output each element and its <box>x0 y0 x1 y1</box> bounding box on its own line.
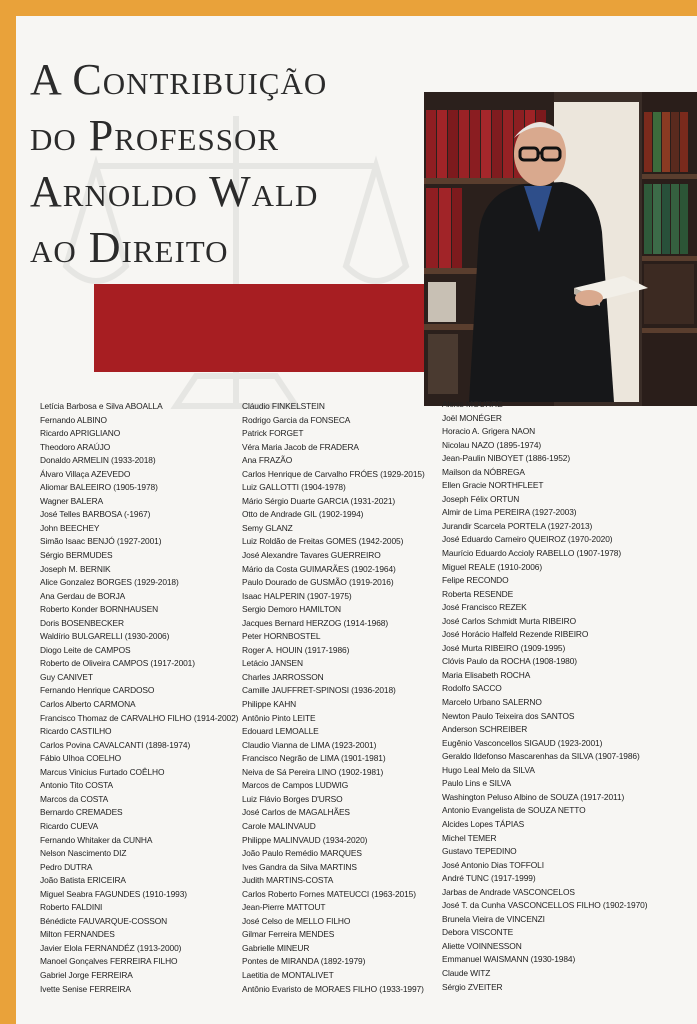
contributor-name: José Francisco REZEK <box>442 602 527 613</box>
contributor-name: Semy GLANZ <box>242 522 293 533</box>
contributor-name: Ivette Senise FERREIRA <box>40 983 131 994</box>
contributor-name: Neiva de Sá Pereira LINO (1902-1981) <box>242 766 384 777</box>
contributor-name: Francisco Thomaz de CARVALHO FILHO (1914-2002) <box>40 712 239 723</box>
contributor-name: Ricardo APRIGLIANO <box>40 428 121 439</box>
contributor-name: Jarbas de Andrade VASCONCELOS <box>442 886 575 897</box>
contributor-name: Fernando Henrique CARDOSO <box>40 685 155 696</box>
contributors-column-1 <box>40 400 250 996</box>
contributors-column-3 <box>442 398 692 994</box>
contributor-name: Felipe RECONDO <box>442 575 509 586</box>
contributor-name: Michel TEMER <box>442 832 497 843</box>
contributor-name: José Murta RIBEIRO (1909-1995) <box>442 642 566 653</box>
contributor-name: Roberto Konder BORNHAUSEN <box>40 604 159 615</box>
contributor-name: Washington Peluso Albino de SOUZA (1917-2011) <box>442 791 625 802</box>
contributor-name: John BEECHEY <box>40 522 100 533</box>
contributor-name: Diogo Leite de CAMPOS <box>40 644 131 655</box>
contributor-name: Paulo Lins e SILVA <box>442 778 512 789</box>
contributor-name: Patrick FORGET <box>242 428 304 439</box>
book-title <box>30 52 327 276</box>
contributor-name: Antônio Evaristo de MORAES FILHO (1933-1997) <box>242 983 424 994</box>
contributor-name: Rodrigo Garcia da FONSECA <box>242 414 351 425</box>
contributor-name: José Eduardo Carneiro QUEIROZ (1970-2020) <box>442 534 613 545</box>
contributor-name: Gabrielle MINEUR <box>242 942 310 953</box>
contributor-name: Waldírio BULGARELLI (1930-2006) <box>40 631 170 642</box>
contributor-name: Horacio A. Grigera NAON <box>442 426 536 437</box>
contributor-name: Gustavo TEPEDINO <box>442 846 517 857</box>
contributor-name: Roberto de Oliveira CAMPOS (1917-2001) <box>40 658 195 669</box>
contributor-name: Brunela Vieira de VINCENZI <box>442 913 545 924</box>
contributor-name: Antonio Evangelista de SOUZA NETTO <box>442 805 586 816</box>
contributor-name: Pontes de MIRANDA (1892-1979) <box>242 956 366 967</box>
contributor-name: Javier Elola FERNANDÉZ (1913-2000) <box>40 942 182 953</box>
contributor-name: Miguel REALE (1910-2006) <box>442 561 543 572</box>
contributor-name: Charles JARROSSON <box>242 671 324 682</box>
contributor-name: Alcides Lopes TÁPIAS <box>442 818 525 829</box>
contributor-name: Carlos Alberto CARMONA <box>40 699 136 710</box>
contributor-name: Paulo Dourado de GUSMÃO (1919-2016) <box>242 577 394 588</box>
contributor-name: Miguel Seabra FAGUNDES (1910-1993) <box>40 888 187 899</box>
contributor-name: Newton Paulo Teixeira dos SANTOS <box>442 710 575 721</box>
contributor-name: José T. da Cunha VASCONCELLOS FILHO (1902-1970) <box>442 900 648 911</box>
title-line-2: do Professor <box>30 111 280 160</box>
contributor-name: Gabriel Jorge FERREIRA <box>40 969 133 980</box>
contributor-name: José Alexandre Tavares GUERREIRO <box>242 550 381 561</box>
contributor-name: Isaac HALPERIN (1907-1975) <box>242 590 352 601</box>
contributor-name: Francisco Negrão de LIMA (1901-1981) <box>242 753 386 764</box>
contributor-name: Roberto FALDINI <box>40 902 103 913</box>
contributor-name: Claude WITZ <box>442 967 491 978</box>
contributor-name: Alexis MOURRE <box>442 399 503 409</box>
contributor-name: Sérgio BERMUDES <box>40 550 113 561</box>
contributor-name: Almir de Lima PEREIRA (1927-2003) <box>442 507 577 518</box>
contributor-name: Aliomar BALEEIRO (1905-1978) <box>40 482 158 493</box>
contributor-name: Edouard LEMOALLE <box>242 726 319 737</box>
contributor-name: Pedro DUTRA <box>40 861 93 872</box>
contributor-name: Jean-Pierre MATTOUT <box>242 902 326 913</box>
contributor-name: Sergio Demoro HAMILTON <box>242 604 341 615</box>
contributor-name: Jacques Bernard HERZOG (1914-1968) <box>242 617 389 628</box>
book-cover <box>16 16 697 1024</box>
title-line-3: Arnoldo Wald <box>30 167 319 216</box>
contributor-name: Mário Sérgio Duarte GARCIA (1931-2021) <box>242 495 396 506</box>
contributor-name: Simão Isaac BENJÓ (1927-2001) <box>40 536 162 547</box>
contributor-name: Álvaro Villaça AZEVEDO <box>40 468 131 479</box>
contributor-name: Maurício Eduardo Accioly RABELLO (1907-1978) <box>442 548 622 559</box>
contributor-name: Luiz Roldão de Freitas GOMES (1942-2005) <box>242 536 404 547</box>
contributor-name: Manoel Gonçalves FERREIRA FILHO <box>40 956 178 967</box>
contributor-name: Clóvis Paulo da ROCHA (1908-1980) <box>442 656 577 667</box>
contributor-name: Camille JAUFFRET-SPINOSI (1936-2018) <box>242 685 396 696</box>
contributor-name: Véra Maria Jacob de FRADERA <box>242 441 359 452</box>
contributor-name: José Celso de MELLO FILHO <box>242 915 351 926</box>
contributor-name: Mailson da NÓBREGA <box>442 466 525 477</box>
contributor-name: Debora VISCONTE <box>442 927 514 938</box>
contributor-name: Marcos de Campos LUDWIG <box>242 780 349 791</box>
contributor-name: Sérgio ZVEITER <box>442 981 503 992</box>
contributor-name: Nelson Nascimento DIZ <box>40 848 127 859</box>
contributor-name: Geraldo Ildefonso Mascarenhas da SILVA (1907-1986) <box>442 751 640 762</box>
contributor-name: Carlos Roberto Fornes MATEUCCI (1963-2015) <box>242 888 416 899</box>
contributor-name: José Antonio Dias TOFFOLI <box>442 859 544 870</box>
contributor-name: Otto de Andrade GIL (1902-1994) <box>242 509 364 520</box>
contributor-name: André TUNC (1917-1999) <box>442 873 536 884</box>
contributor-name: Laetitia de MONTALIVET <box>242 969 334 980</box>
contributor-name: José Carlos de MAGALHÃES <box>242 807 350 818</box>
contributor-name: Fernando ALBINO <box>40 414 107 425</box>
contributor-name: Eugênio Vasconcellos SIGAUD (1923-2001) <box>442 737 603 748</box>
contributor-name: Bernardo CREMADES <box>40 807 123 818</box>
contributor-name: Marcus Vinicius Furtado COÊLHO <box>40 766 165 777</box>
contributor-name: Rodolfo SACCO <box>442 683 502 694</box>
contributor-name: Maria Elisabeth ROCHA <box>442 669 531 680</box>
contributor-name: João Batista ERICEIRA <box>40 875 126 886</box>
contributor-name: Cláudio FINKELSTEIN <box>242 401 325 411</box>
contributor-name: Ana FRAZÃO <box>242 455 293 466</box>
author-portrait-photo <box>424 92 697 406</box>
contributor-name: Jurandir Scarcela PORTELA (1927-2013) <box>442 520 593 531</box>
contributor-name: Roberta RESENDE <box>442 588 514 599</box>
title-line-4: ao Direito <box>30 223 229 272</box>
contributor-name: Wagner BALERA <box>40 495 104 506</box>
contributor-name: Philippe MALINVAUD (1934-2020) <box>242 834 368 845</box>
contributor-name: Antonio Tito COSTA <box>40 780 113 791</box>
contributor-name: Marcelo Urbano SALERNO <box>442 697 542 708</box>
contributor-name: Letácio JANSEN <box>242 658 303 669</box>
contributor-name: Mário da Costa GUIMARÃES (1902-1964) <box>242 563 396 574</box>
contributor-name: Hugo Leal Melo da SILVA <box>442 764 535 775</box>
contributor-name: Luiz Flávio Borges D'URSO <box>242 793 343 804</box>
contributor-name: Ives Gandra da Silva MARTINS <box>242 861 357 872</box>
contributor-name: Claudio Vianna de LIMA (1923-2001) <box>242 739 377 750</box>
contributor-name: Fábio Ulhoa COELHO <box>40 753 122 764</box>
contributor-name: Aliette VOINNESSON <box>442 940 522 951</box>
contributor-name: Theodoro ARAÚJO <box>40 441 111 452</box>
names-list-2 <box>242 400 442 996</box>
contributor-name: José Carlos Schmidt Murta RIBEIRO <box>442 615 576 626</box>
contributor-name: Fernando Whitaker da CUNHA <box>40 834 153 845</box>
contributor-name: Milton FERNANDES <box>40 929 115 940</box>
contributor-name: Bénédicte FAUVARQUE-COSSON <box>40 915 168 926</box>
contributor-name: Carlos Povina CAVALCANTI (1898-1974) <box>40 739 191 750</box>
contributor-name: Antônio Pinto LEITE <box>242 712 316 723</box>
contributor-name: Gilmar Ferreira MENDES <box>242 929 335 940</box>
contributor-name: Carole MALINVAUD <box>242 820 316 831</box>
contributor-name: Ellen Gracie NORTHFLEET <box>442 480 544 491</box>
contributor-name: Letícia Barbosa e Silva ABOALLA <box>40 401 163 411</box>
contributor-name: Peter HORNBOSTEL <box>242 631 321 642</box>
contributors-column-2 <box>242 400 442 996</box>
contributor-name: Nicolau NAZO (1895-1974) <box>442 439 542 450</box>
red-accent-band <box>94 284 427 372</box>
contributor-name: Luiz GALLOTTI (1904-1978) <box>242 482 346 493</box>
contributor-name: Ricardo CASTILHO <box>40 726 112 737</box>
names-list-1 <box>40 400 250 996</box>
names-list-3 <box>442 398 692 994</box>
contributor-name: Joël MONÉGER <box>442 412 502 423</box>
contributor-name: Emmanuel WAISMANN (1930-1984) <box>442 954 576 965</box>
contributor-name: Roger A. HOUIN (1917-1986) <box>242 644 350 655</box>
contributor-name: Philippe KAHN <box>242 699 297 710</box>
contributor-name: Ricardo CUEVA <box>40 820 99 831</box>
contributor-name: Joseph Félix ORTUN <box>442 493 520 504</box>
contributor-name: Anderson SCHREIBER <box>442 724 528 735</box>
title-line-1: A Contribuição <box>30 55 328 104</box>
contributor-name: Marcos da COSTA <box>40 793 109 804</box>
contributor-name: Doris BOSENBECKER <box>40 617 124 628</box>
contributor-name: Ana Gerdau de BORJA <box>40 590 126 601</box>
contributor-name: José Telles BARBOSA (-1967) <box>40 509 151 520</box>
contributor-name: José Horácio Halfeld Rezende RIBEIRO <box>442 629 589 640</box>
contributor-name: Jean-Paulin NIBOYET (1886-1952) <box>442 453 571 464</box>
contributor-name: Alice Gonzalez BORGES (1929-2018) <box>40 577 179 588</box>
contributor-name: Donaldo ARMELIN (1933-2018) <box>40 455 156 466</box>
contributor-name: Carlos Henrique de Carvalho FRÓES (1929-2015) <box>242 468 425 479</box>
contributor-name: Joseph M. BERNIK <box>40 563 111 574</box>
contributor-name: João Paulo Remédio MARQUES <box>242 848 362 859</box>
contributor-name: Judith MARTINS-COSTA <box>242 875 334 886</box>
contributor-name: Guy CANIVET <box>40 671 93 682</box>
